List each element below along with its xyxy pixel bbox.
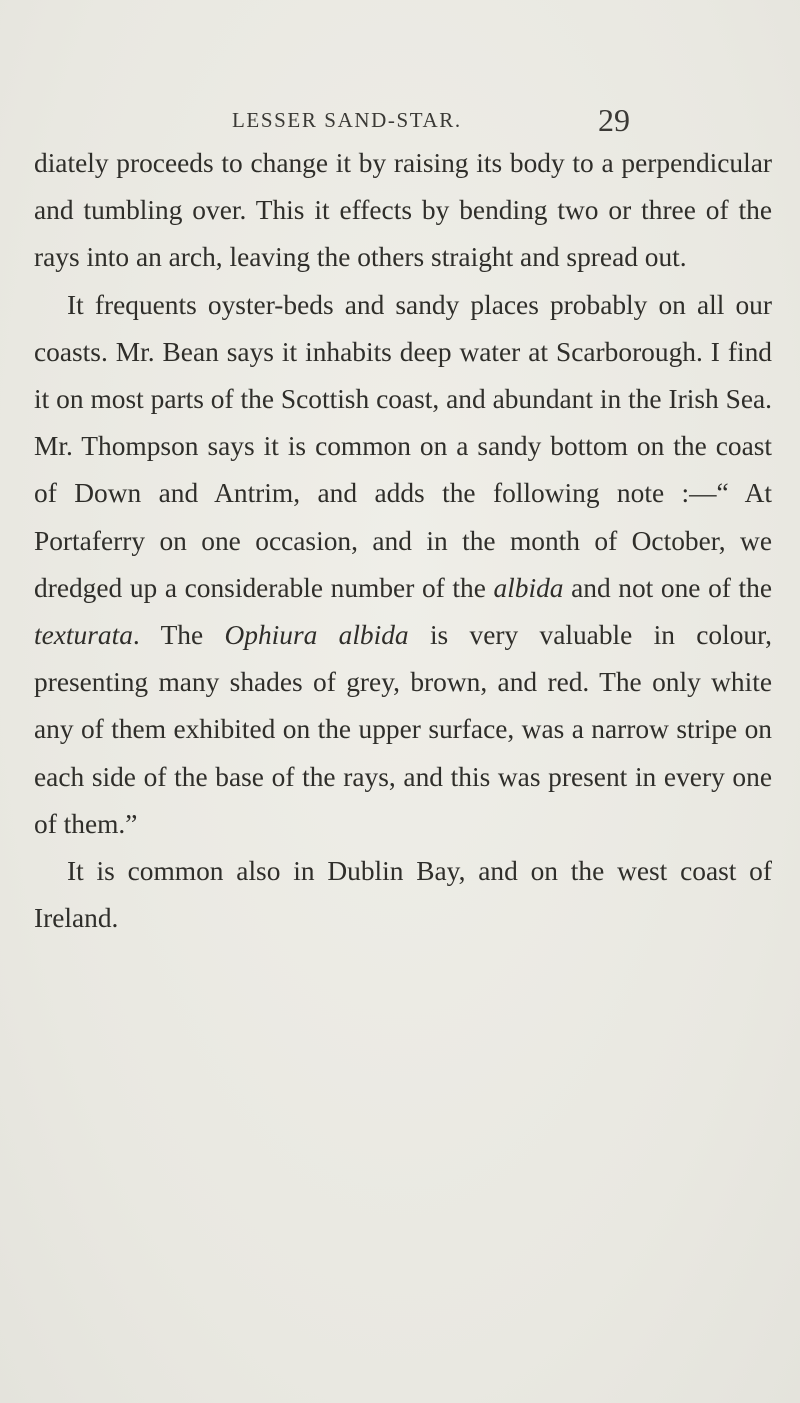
- paragraph-2-text-b: and not one of the: [563, 572, 772, 603]
- paragraph-2-text-d: is very valuable in colour, presenting many shades of grey, brown, and red. The only white any of them exhibited on the upper surface, was a narrow stripe on each side of the base of the rays, and this was present in every one of them.”: [34, 620, 772, 839]
- running-head: [0, 102, 800, 140]
- paragraph-2: [34, 282, 772, 848]
- species-name-texturata: texturata: [34, 620, 133, 651]
- species-name-albida: albida: [493, 572, 564, 603]
- page-number: 29: [598, 102, 630, 138]
- paragraph-3-text: It is common also in Dublin Bay, and on the west coast of Ireland.: [34, 856, 772, 934]
- running-title: LESSER SAND-STAR.: [232, 108, 462, 132]
- paragraph-2-text-c: . The: [132, 620, 225, 651]
- paragraph-3: [34, 848, 772, 942]
- paragraph-1-text: diately proceeds to change it by raising its body to a perpendicular and tumbling over. This it effects by bending two or three of the rays into an arch, leaving the others straight and spread out.: [34, 148, 772, 273]
- species-name-ophiura-albida: Ophiura albida: [224, 620, 409, 651]
- paragraph-2-text-a: It frequents oyster-beds and sandy places probably on all our coasts. Mr. Bean says it inhabits deep water at Scarborough. I find it on most parts of the Scottish coast, and abundant in the Irish Sea. Mr. Thompson says it is common on a sandy bottom on the coast of Down and Antrim, and adds the following note :—“ At Portaferry on one occasion, and in the month of October, we dredged up a considerable number of the: [34, 289, 772, 603]
- body-text: [34, 140, 772, 942]
- paragraph-1: [34, 140, 772, 282]
